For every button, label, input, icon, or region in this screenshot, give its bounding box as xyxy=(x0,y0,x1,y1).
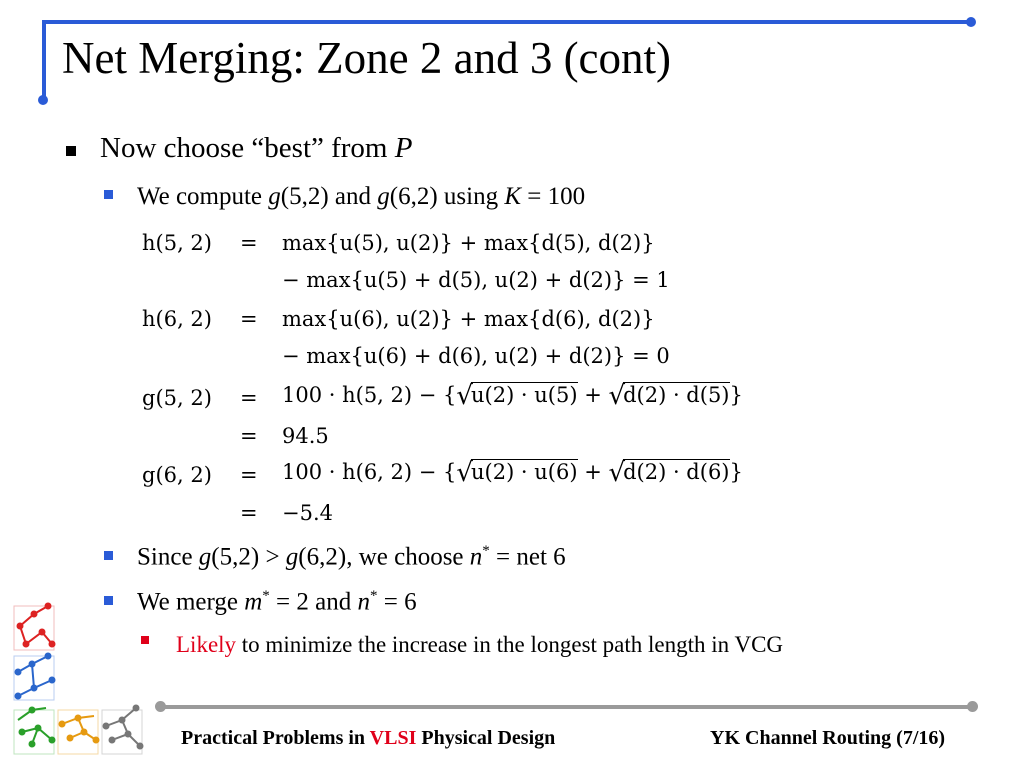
header-rule xyxy=(42,20,972,24)
slide-title: Net Merging: Zone 2 and 3 (cont) xyxy=(62,33,672,83)
header-dot-right xyxy=(966,17,976,27)
header-dot-left xyxy=(38,95,48,105)
footer-page-indicator: YK Channel Routing (7/16) xyxy=(710,727,946,749)
sqrt-icon: √ xyxy=(608,458,626,488)
eq-lhs-g52: g(5, 2) xyxy=(142,386,212,410)
sqrt-icon: √ xyxy=(456,381,473,411)
eq-rhs: max{u(5), u(2)} + max{d(5), d(2)} xyxy=(282,231,655,255)
bullet-choose-best: Now choose “best” from P xyxy=(100,132,413,164)
eq-op: = xyxy=(240,231,258,255)
sub-bullet-merge: We merge m* = 2 and n* = 6 xyxy=(137,588,417,616)
eq-lhs-h62: h(6, 2) xyxy=(142,307,212,331)
sub-bullet-compute: We compute g(5,2) and g(6,2) using K = 100 xyxy=(137,183,586,210)
eq-op: = xyxy=(240,463,258,487)
eq-op: = xyxy=(240,501,258,525)
eq-rhs: max{u(6), u(2)} + max{d(6), d(2)} xyxy=(282,307,655,331)
eq-rhs: − max{u(5) + d(5), u(2) + d(2)} = 1 xyxy=(282,268,670,292)
footer-course-title: Practical Problems in VLSI Physical Design xyxy=(181,727,556,749)
eq-lhs-g62: g(6, 2) xyxy=(142,463,212,487)
eq-op: = xyxy=(240,307,258,331)
footer-rule xyxy=(160,705,972,709)
eq-rhs: − max{u(6) + d(6), u(2) + d(2)} = 0 xyxy=(282,344,670,368)
sub-bullet-since: Since g(5,2) > g(6,2), we choose n* = net 6 xyxy=(137,543,566,571)
footer-dot-left xyxy=(155,701,166,712)
routing-logo-icon xyxy=(8,600,148,760)
sqrt-icon: √ xyxy=(456,458,473,488)
header-rule-vertical xyxy=(42,20,46,100)
sub-sub-bullet-likely: Likely to minimize the increase in the longest path length in VCG xyxy=(176,632,784,657)
sub-bullet-icon xyxy=(104,551,113,560)
sub-bullet-icon xyxy=(104,190,113,199)
eq-rhs: 94.5 xyxy=(282,424,329,448)
eq-op: = xyxy=(240,424,258,448)
eq-rhs: −5.4 xyxy=(282,501,333,525)
eq-rhs-g62: 100 · h(6, 2) − {√u(2) · u(6) + √d(2) · d(6)} xyxy=(282,458,743,488)
eq-lhs-h52: h(5, 2) xyxy=(142,231,212,255)
footer-dot-right xyxy=(967,701,978,712)
sqrt-icon: √ xyxy=(608,381,626,411)
bullet-square-icon xyxy=(66,146,76,156)
eq-op: = xyxy=(240,386,258,410)
eq-rhs-g52: 100 · h(5, 2) − {√u(2) · u(5) + √d(2) · d(5)} xyxy=(282,381,743,411)
